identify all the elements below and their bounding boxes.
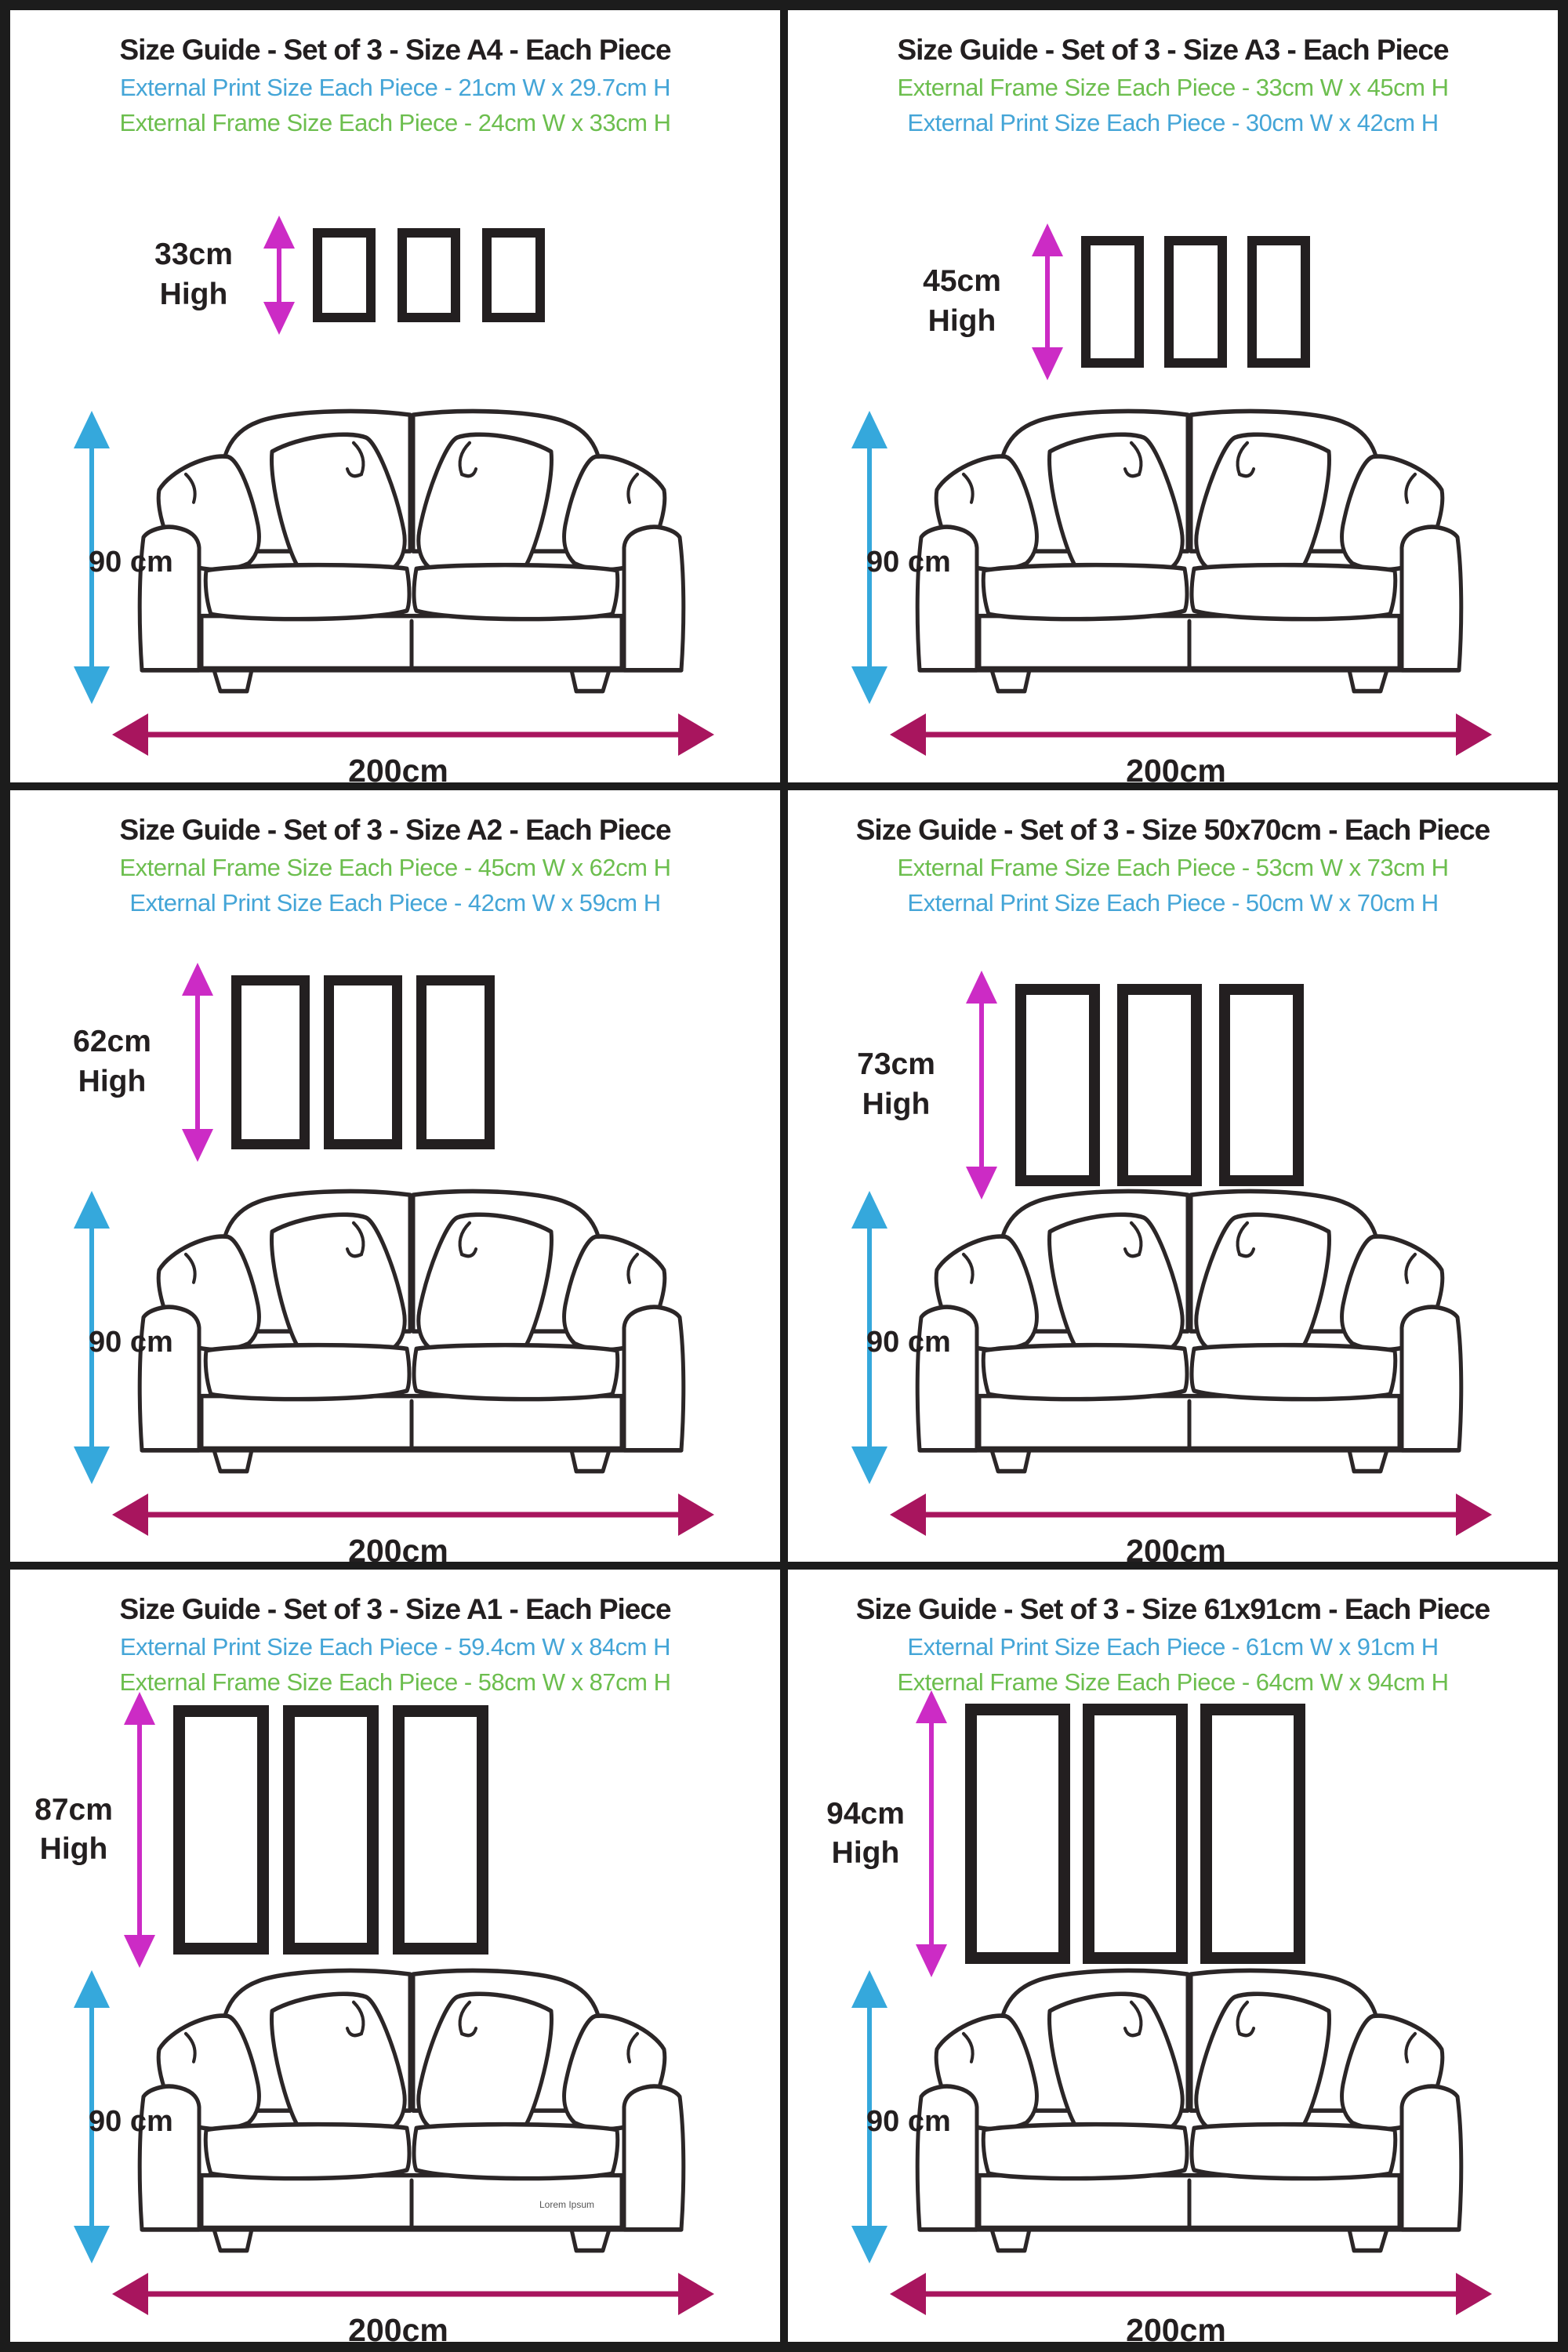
panel-61x91 [784, 1566, 1562, 2346]
subtitle-line-2: External Print Size Each Piece - 30cm W x 42cm H [907, 109, 1439, 136]
frame-height-value: 62cm [73, 1024, 151, 1058]
frame-height-label [902, 262, 1022, 341]
sofa-width-arrow-icon [112, 1492, 714, 1537]
sofa-width-label: 200cm [1126, 2312, 1226, 2346]
sofa-area [827, 1186, 1525, 1566]
sofa-width-label: 200cm [348, 1532, 448, 1566]
subtitle-line-1: External Print Size Each Piece - 21cm W x 29.7cm H [119, 74, 671, 101]
frame-height-value: 73cm [857, 1047, 935, 1081]
frame-height-value: 45cm [923, 264, 1001, 299]
picture-frame-3 [393, 1705, 488, 1955]
sofa-area [49, 1186, 747, 1566]
subtitle-line-2: External Frame Size Each Piece - 58cm W x 87cm H [119, 1668, 671, 1697]
frame-height-label [134, 235, 253, 314]
frame-height-value: 87cm [34, 1792, 113, 1827]
panel-a1 [6, 1566, 784, 2346]
frames-row [10, 216, 780, 335]
panel-a2 [6, 786, 784, 1566]
frame-height-suffix: High [927, 304, 996, 338]
sofa-height-label: 90 cm [89, 1325, 173, 1359]
frames-row [10, 1692, 780, 1968]
picture-frame-2 [1083, 1704, 1188, 1964]
frame-height-value: 33cm [154, 238, 233, 272]
sofa-width-label: 200cm [348, 753, 448, 786]
lorem-ipsum-watermark: Lorem Ipsum [539, 2199, 595, 2211]
panel-header [10, 10, 780, 137]
sofa-width-label: 200cm [1126, 1532, 1226, 1566]
frame-height-suffix: High [831, 1836, 900, 1871]
frame-height-label [837, 1045, 956, 1124]
picture-frame-2 [324, 975, 402, 1149]
sofa-area [827, 406, 1525, 786]
subtitle-line-2: External Frame Size Each Piece - 24cm W x 33cm H [119, 109, 671, 136]
picture-frames [313, 228, 545, 322]
subtitle-line-2: External Print Size Each Piece - 50cm W x 70cm H [907, 888, 1439, 916]
subtitle-line-1: External Frame Size Each Piece - 33cm W x 45cm H [897, 74, 1449, 101]
picture-frames [1015, 984, 1304, 1186]
picture-frame-2 [283, 1705, 379, 1955]
page-title: Size Guide - Set of 3 - Size A2 - Each Piece [119, 813, 671, 846]
panel-a3 [784, 6, 1562, 786]
frame-height-label [16, 1791, 131, 1870]
picture-frames [965, 1704, 1305, 1964]
sofa-illustration [876, 1965, 1503, 2254]
sofa-height-label: 90 cm [866, 1325, 951, 1359]
picture-frames [1081, 236, 1310, 368]
frames-row [788, 1690, 1558, 1977]
subtitle-line-1: External Print Size Each Piece - 61cm W x 91cm H [907, 1633, 1439, 1661]
frame-height-suffix: High [159, 278, 228, 311]
picture-frame-1 [313, 228, 376, 322]
picture-frame-1 [1015, 984, 1100, 1186]
sofa-height-label: 90 cm [866, 546, 951, 579]
frame-height-value: 94cm [826, 1796, 905, 1831]
sofa-illustration [876, 406, 1503, 695]
panel-50x70 [784, 786, 1562, 1566]
page-title: Size Guide - Set of 3 - Size A1 - Each Piece [119, 1593, 671, 1626]
sofa-width-arrow-icon [890, 712, 1492, 757]
page-title: Size Guide - Set of 3 - Size 50x70cm - Each Piece [855, 813, 1490, 846]
sofa-illustration [876, 1186, 1503, 1475]
sofa-width-arrow-icon [112, 712, 714, 757]
frames-row [788, 223, 1558, 380]
picture-frame-3 [482, 228, 545, 322]
frame-height-label [808, 1795, 923, 1874]
picture-frame-1 [965, 1704, 1070, 1964]
sofa-width-label: 200cm [348, 2312, 448, 2346]
panel-header [10, 790, 780, 917]
sofa-height-label: 90 cm [866, 2105, 951, 2139]
picture-frame-3 [1200, 1704, 1305, 1964]
picture-frame-2 [397, 228, 460, 322]
sofa-area [49, 1965, 747, 2346]
frames-row [10, 963, 780, 1162]
sofa-area [827, 1965, 1525, 2346]
sofa-width-label: 200cm [1126, 753, 1226, 786]
panel-header [788, 10, 1558, 137]
frame-height-arrow-icon [1029, 223, 1065, 380]
sofa-width-arrow-icon [890, 1492, 1492, 1537]
picture-frame-3 [416, 975, 495, 1149]
frame-height-arrow-icon [261, 216, 297, 335]
frame-height-suffix: High [39, 1832, 108, 1867]
page-title: Size Guide - Set of 3 - Size A4 - Each Piece [119, 34, 671, 66]
subtitle-line-2: External Frame Size Each Piece - 64cm W x 94cm H [897, 1668, 1449, 1697]
subtitle-line-2: External Print Size Each Piece - 42cm W x 59cm H [129, 888, 661, 916]
frames-row [788, 971, 1558, 1200]
page-title: Size Guide - Set of 3 - Size 61x91cm - Each Piece [855, 1593, 1490, 1626]
page-title: Size Guide - Set of 3 - Size A3 - Each Piece [897, 34, 1449, 66]
picture-frame-2 [1117, 984, 1202, 1186]
sofa-width-arrow-icon [890, 2271, 1492, 2317]
sofa-width-arrow-icon [112, 2271, 714, 2317]
frame-height-arrow-icon [964, 971, 1000, 1200]
sofa-height-label: 90 cm [89, 2105, 173, 2139]
picture-frame-2 [1164, 236, 1227, 368]
picture-frame-1 [231, 975, 310, 1149]
frame-height-arrow-icon [913, 1690, 949, 1977]
frame-height-arrow-icon [122, 1692, 158, 1968]
picture-frame-1 [173, 1705, 269, 1955]
sofa-illustration [98, 406, 725, 695]
subtitle-line-1: External Frame Size Each Piece - 45cm W x 62cm H [119, 853, 671, 881]
frame-height-suffix: High [78, 1064, 147, 1098]
subtitle-line-1: External Frame Size Each Piece - 53cm W x 73cm H [897, 853, 1449, 881]
panel-header [10, 1570, 780, 1697]
picture-frame-3 [1219, 984, 1304, 1186]
panel-a4 [6, 6, 784, 786]
picture-frame-3 [1247, 236, 1310, 368]
picture-frames [231, 975, 495, 1149]
frame-height-arrow-icon [180, 963, 216, 1162]
sofa-illustration [98, 1186, 725, 1475]
picture-frame-1 [1081, 236, 1144, 368]
sofa-illustration [98, 1965, 725, 2254]
sofa-height-label: 90 cm [89, 546, 173, 579]
frame-height-suffix: High [862, 1087, 931, 1121]
subtitle-line-1: External Print Size Each Piece - 59.4cm W x 84cm H [119, 1633, 671, 1661]
panel-header [788, 790, 1558, 917]
panel-header [788, 1570, 1558, 1697]
sofa-area [49, 406, 747, 786]
picture-frames [173, 1705, 488, 1955]
frame-height-label [53, 1022, 172, 1102]
